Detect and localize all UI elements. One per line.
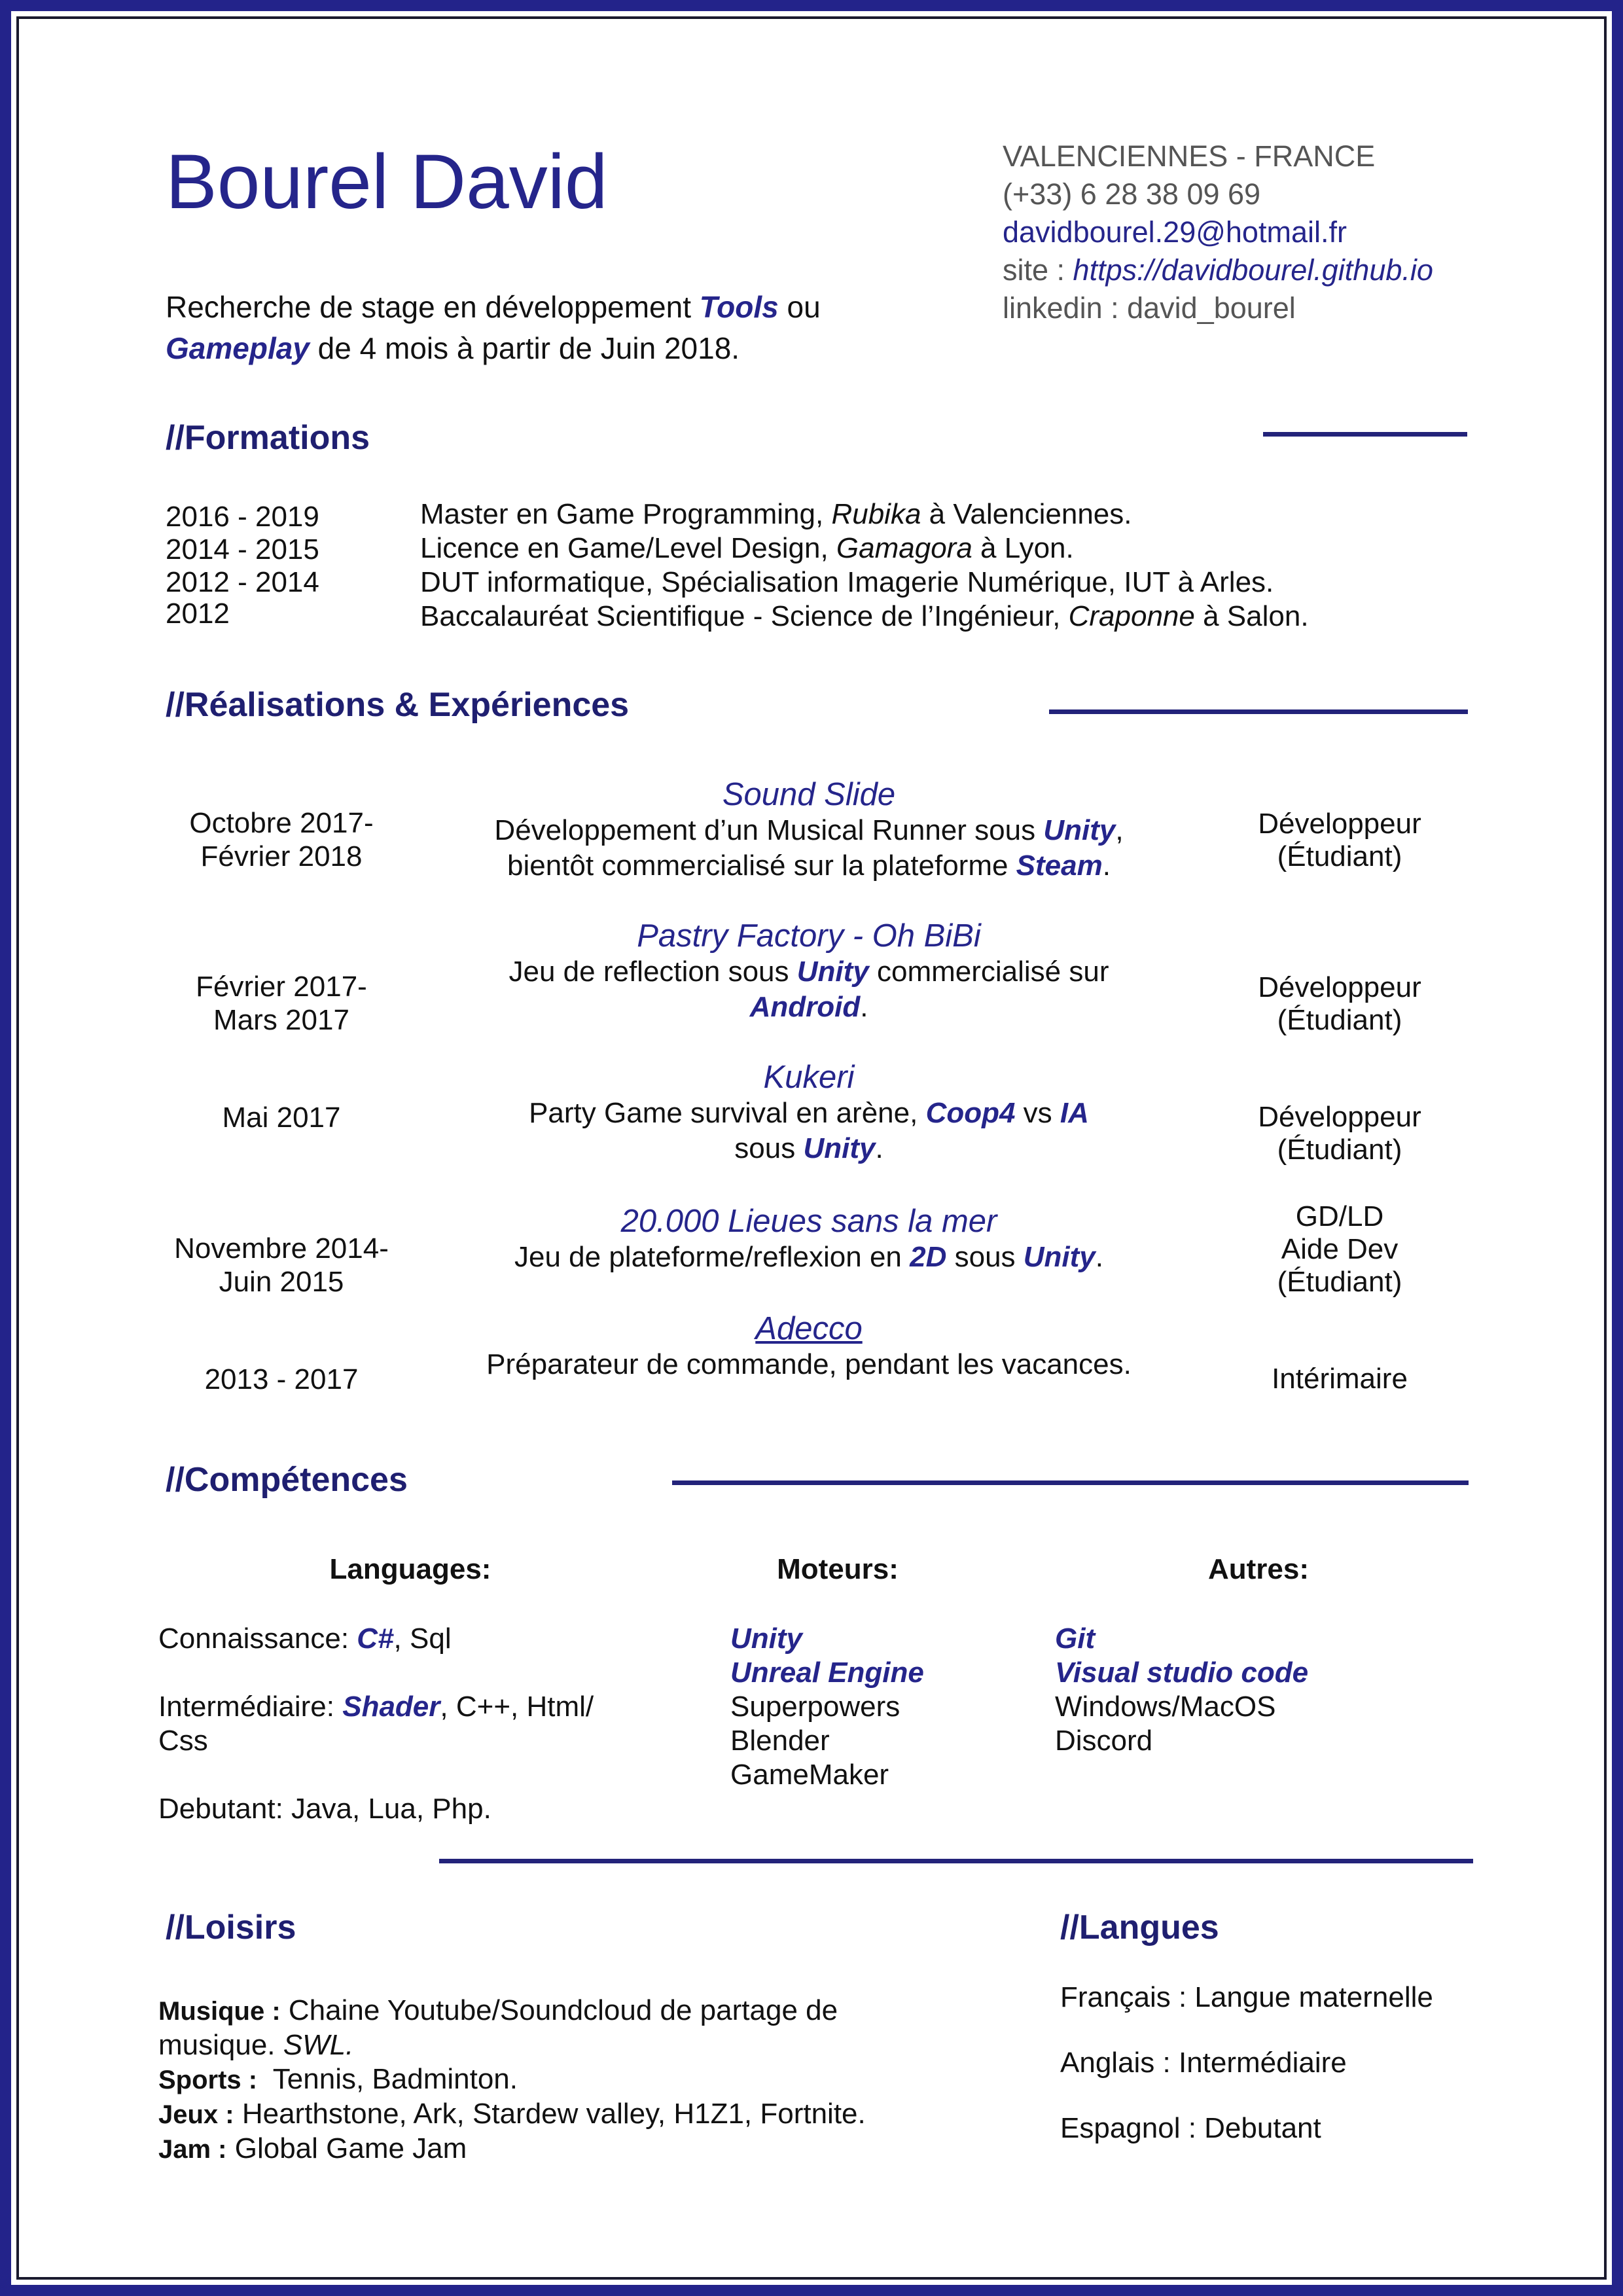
- formation-desc: DUT informatique, Spécialisation Imagerie Numérique, IUT à Arles.: [420, 566, 1274, 598]
- exp-role: GD/LD Aide Dev (Étudiant): [1277, 1200, 1402, 1298]
- exp-title: Kukeri: [763, 1060, 855, 1095]
- experiences-title: //Réalisations & Expériences: [166, 686, 630, 724]
- langues-title: //Langues: [1060, 1909, 1219, 1946]
- exp-details: Kukeri Party Game survival en arène, Coop4 vs IA sous Unity.: [423, 1059, 1195, 1166]
- formation-year: 2012: [166, 598, 230, 630]
- formations-rule: [1263, 432, 1467, 437]
- site-link[interactable]: https://davidbourel.github.io: [1073, 253, 1433, 287]
- langue-item: Espagnol : Debutant: [1060, 2112, 1321, 2144]
- competences-rule: [672, 1480, 1469, 1485]
- exp-date: Octobre 2017- Février 2018: [189, 807, 374, 872]
- location: VALENCIENNES - FRANCE: [1003, 139, 1376, 173]
- tools-keyword: Tools: [699, 290, 779, 324]
- exp-title: Adecco: [755, 1311, 863, 1346]
- experiences-rule: [1049, 709, 1468, 714]
- moteurs-list: Unity Unreal Engine Superpowers Blender GameMaker: [730, 1623, 924, 1791]
- exp-title: 20.000 Lieues sans la mer: [620, 1204, 997, 1239]
- exp-role: Intérimaire: [1272, 1363, 1408, 1395]
- exp-role: Développeur (Étudiant): [1258, 808, 1421, 872]
- langues-list: [1060, 1981, 1558, 2145]
- formation-year: 2012 - 2014: [166, 566, 319, 598]
- loisirs-title: //Loisirs: [166, 1909, 296, 1946]
- formation-desc: Master en Game Programming, Rubika à Valenciennes.: [420, 498, 1132, 530]
- competences-title: //Compétences: [166, 1461, 408, 1499]
- site-line: site : https://davidbourel.github.io: [1003, 253, 1433, 287]
- linkedin: linkedin : david_bourel: [1003, 291, 1296, 325]
- langue-item: Français : Langue maternelle: [1060, 1981, 1433, 2013]
- formation-desc: Baccalauréat Scientifique - Science de l’Ingénieur, Craponne à Salon.: [420, 600, 1309, 632]
- exp-role: Développeur (Étudiant): [1258, 971, 1421, 1036]
- exp-date: 2013 - 2017: [204, 1363, 359, 1395]
- exp-details: 20.000 Lieues sans la mer Jeu de plateforme/reflexion en 2D sous Unity.: [423, 1203, 1195, 1275]
- exp-date: Mai 2017: [222, 1102, 341, 1134]
- competences-bottom-rule: [439, 1859, 1473, 1863]
- phone: (+33) 6 28 38 09 69: [1003, 177, 1261, 211]
- person-name: Bourel David: [166, 139, 608, 225]
- autres-heading: Autres:: [1207, 1553, 1310, 1585]
- exp-details: Sound Slide Développement d’un Musical Runner sous Unity, bientôt commercialisé sur la plateforme Steam.: [423, 776, 1195, 884]
- email-link[interactable]: davidbourel.29@hotmail.fr: [1003, 215, 1347, 249]
- gameplay-keyword: Gameplay: [166, 331, 310, 365]
- formations-title: //Formations: [166, 419, 370, 457]
- exp-title: Sound Slide: [722, 777, 896, 812]
- formation-year: 2016 - 2019: [166, 501, 319, 533]
- languages-list: Connaissance: C#, Sql Intermédiaire: Shader, C++, Html/ Css Debutant: Java, Lua, Php.: [158, 1623, 594, 1825]
- exp-date: Février 2017- Mars 2017: [196, 971, 367, 1036]
- exp-title: Pastry Factory - Oh BiBi: [637, 918, 981, 954]
- contact-block: [1003, 137, 1433, 327]
- formation-year: 2014 - 2015: [166, 533, 319, 565]
- exp-details: Pastry Factory - Oh BiBi Jeu de reflection sous Unity commercialisé sur Android.: [423, 918, 1195, 1025]
- languages-heading: Languages:: [329, 1553, 491, 1585]
- exp-details: Adecco Préparateur de commande, pendant les vacances.: [423, 1310, 1195, 1382]
- autres-list: Git Visual studio code Windows/MacOS Discord: [1055, 1623, 1309, 1757]
- loisirs-list: Musique : Chaine Youtube/Soundcloud de partage de musique. SWL. Sports : Tennis, Badminton. Jeux : Hearthstone, Ark, Stardew valley, H1Z1, Fortnite. Jam : Global Game Jam: [158, 1994, 866, 2164]
- exp-date: Novembre 2014- Juin 2015: [174, 1232, 389, 1298]
- formation-desc: Licence en Game/Level Design, Gamagora à Lyon.: [420, 532, 1074, 564]
- intro-text: Recherche de stage en développement Tools ou Gameplay de 4 mois à partir de Juin 2018.: [166, 290, 821, 365]
- moteurs-heading: Moteurs:: [777, 1553, 899, 1585]
- exp-role: Développeur (Étudiant): [1258, 1101, 1421, 1166]
- langue-item: Anglais : Intermédiaire: [1060, 2047, 1347, 2079]
